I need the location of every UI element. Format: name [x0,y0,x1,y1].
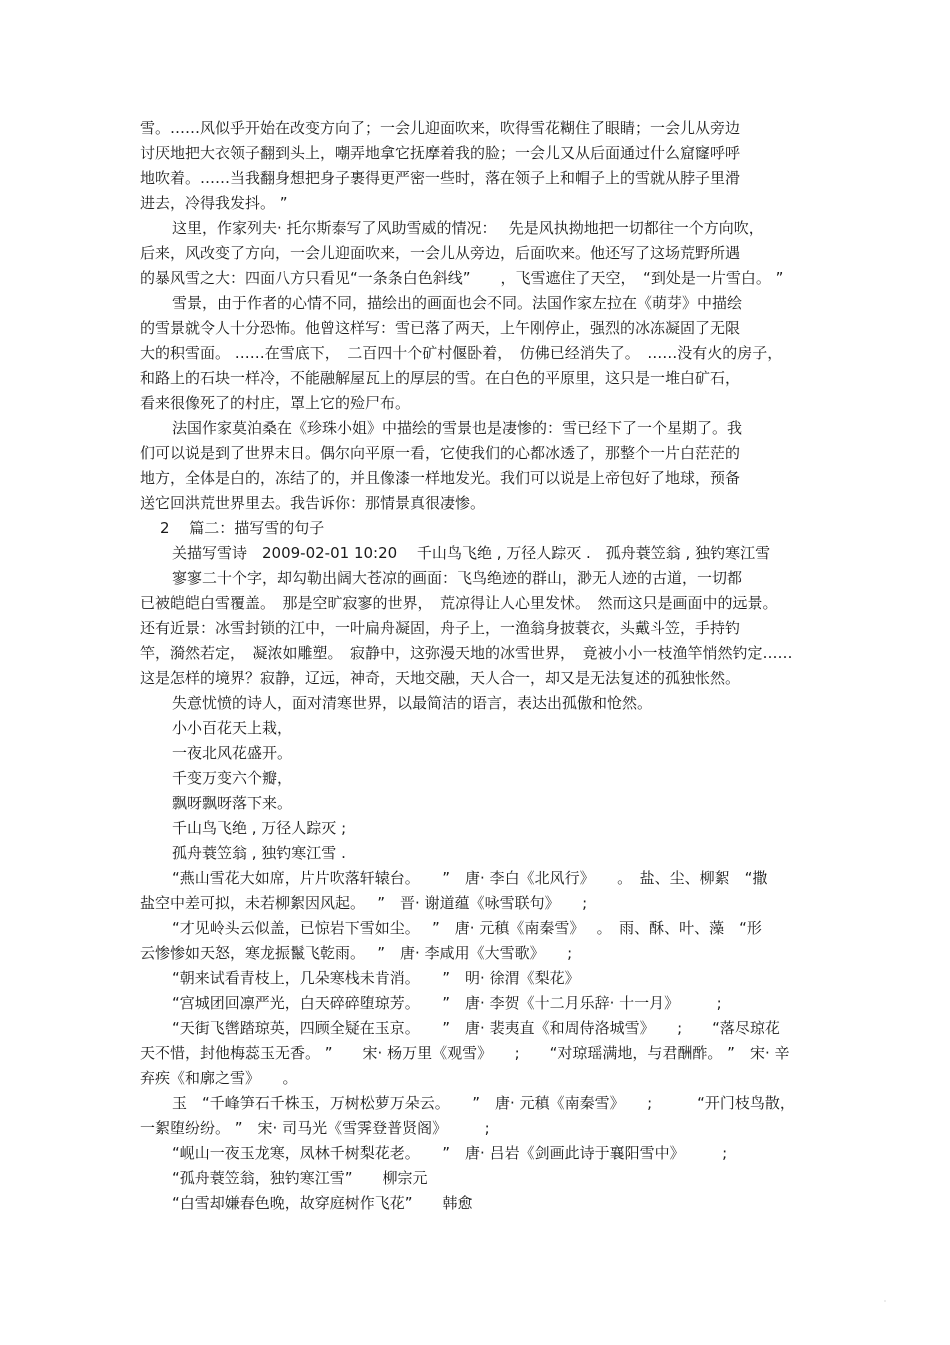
text-line: “燕山雪花大如席，片片吹落轩辕台。 ” 唐· 李白《北风行》 。 盐、尘、柳絮 “撒 [172,869,768,887]
text-line: 进去，冷得我发抖。 ” [140,194,288,212]
text-line: 讨厌地把大衣领子翻到头上，嘲弄地拿它抚摩着我的脸；一会儿又从后面通过什么窟窿呼呼 [140,144,741,162]
text-line: 云惨惨如天怒，寒龙振鬣飞乾雨。 ” 唐· 李咸用《大雪歌》 ; [140,944,573,962]
text-line: 一絮堕纷纷。 ” 宋· 司马光《雪霁登普贤阁》 ; [140,1119,490,1137]
poem-line: 小小百花天上栽， [172,719,293,737]
text-line: 后来，风改变了方向，一会儿迎面吹来，一会儿从旁边，后面吹来。他还写了这场荒野所遇 [140,244,741,262]
poem-line: 飘呀飘呀落下来。 [172,794,293,812]
text-line: 雪。……风似乎开始在改变方向了；一会儿迎面吹来，吹得雪花糊住了眼睛；一会儿从旁边 [140,119,741,137]
text-line: 地吹着。……当我翻身想把身子裹得更严密一些时，落在领子上和帽子上的雪就从脖子里滑 [140,169,741,187]
text-line: 送它回洪荒世界里去。我告诉你：那情景真很凄惨。 [140,494,486,512]
text-line: 盐空中差可拟，未若柳絮因风起。 ” 晋· 谢道蕴《咏雪联句》 ; [140,894,588,912]
text-line: 还有近景：冰雪封锁的江中，一叶扁舟凝固，舟子上，一渔翁身披蓑衣，头戴斗笠，手持钓 [140,619,741,637]
text-line: “孤舟蓑笠翁，独钓寒江雪” 柳宗元 [172,1169,428,1187]
text-line: 大的积雪面。 ……在雪底下， 二百四十个矿村偃卧着， 仿佛已经消失了。 ……没有火的房子， [140,344,783,362]
text-line: 看来很像死了的村庄，罩上它的殓尸布。 [140,394,411,412]
poem-line: 孤舟蓑笠翁 , 独钓寒江雪 . [172,844,346,862]
text-line: 雪景，由于作者的心情不同，描绘出的画面也会不同。法国作家左拉在《萌芽》中描绘 [172,294,743,312]
text-line: 天不惜，封他梅蕊玉无香。 ” 宋· 杨万里《观雪》 ; “对琼瑶满地，与君酬酢。 ” 宋· 辛 [140,1044,790,1062]
text-line: “白雪却嫌春色晚，故穿庭树作飞花” 韩愈 [172,1194,473,1212]
text-line: 寥寥二十个字，却勾勒出阔大苍凉的画面：飞鸟绝迹的群山，渺无人迹的古道，一切都 [172,569,743,587]
text-line: 关描写雪诗 2009-02-01 10:20 千山鸟飞绝 , 万径人踪灭 . 孤舟蓑笠翁 , 独钓寒江雪 [172,544,771,562]
page-marker-dot [884,1300,886,1302]
text-line: 地方，全体是白的，冻结了的，并且像漆一样地发光。我们可以说是上帝包好了地球，预备 [140,469,741,487]
text-line: “朝来试看青枝上，几朵寒栈未肯消。 ” 明· 徐渭《梨花》 [172,969,580,987]
text-line: 和路上的石块一样冷，不能融解屋瓦上的厚层的雪。在白色的平原里，这只是一堆白矿石， [140,369,741,387]
poem-line: 千变万变六个瓣， [172,769,293,787]
text-line: “宫城团回凛严光，白天碎碎堕琼芳。 ” 唐· 李贺《十二月乐辞· 十一月》 ; [172,994,722,1012]
text-line: 弃疾《和廓之雪》 。 [140,1069,298,1087]
text-line: “天街飞辔踏琼英，四顾全疑在玉京。 ” 唐· 裴夷直《和周侍洛城雪》 ; “落尽琼花 [172,1019,780,1037]
text-line: 失意忧愤的诗人，面对清寒世界，以最简洁的语言，表达出孤傲和怆然。 [172,694,653,712]
poem-line: 一夜北风花盛开。 [172,744,293,762]
text-line: 玉 “千峰笋石千株玉，万树松萝万朵云。 ” 唐· 元稹《南秦雪》 ; “开门枝鸟散， [172,1094,795,1112]
text-line: 的雪景就令人十分恐怖。他曾这样写：雪已落了两天，上午刚停止，强烈的冰冻凝固了无限 [140,319,741,337]
text-line: 法国作家莫泊桑在《珍珠小姐》中描绘的雪景也是凄惨的：雪已经下了一个星期了。我 [172,419,743,437]
poem-line: 千山鸟飞绝 , 万径人踪灭 ; [172,819,347,837]
text-line: 的暴风雪之大：四面八方只看见“一条条白色斜线” ，飞雪遮住了天空， “到处是一片雪白。 ” [140,269,784,287]
text-line: 竿，漪然若定， 凝浓如雕塑。 寂静中，这弥漫天地的冰雪世界， 竟被小小一枝渔竿悄然钓定…… [140,644,793,662]
section-heading: 2 篇二：描写雪的句子 [160,519,325,537]
text-line: “岘山一夜玉龙寒，凤林千树梨花老。 ” 唐· 吕岩《剑画此诗于襄阳雪中》 ; [172,1144,728,1162]
text-line: “才见岭头云似盖，已惊岩下雪如尘。 ” 唐· 元稹《南秦雪》 。 雨、酥、叶、藻 “形 [172,919,762,937]
text-line: 这里，作家列夫· 托尔斯泰写了风助雪威的情况： 先是风执拗地把一切都往一个方向吹， [172,219,764,237]
text-line: 这是怎样的境界？寂静，辽远，神奇，天地交融，天人合一，却又是无法复述的孤独怅然。 [140,669,741,687]
text-line: 们可以说是到了世界末日。偶尔向平原一看，它使我们的心都冰透了，那整个一片白茫茫的 [140,444,741,462]
text-line: 已被皑皑白雪覆盖。 那是空旷寂寥的世界， 荒凉得让人心里发怵。 然而这只是画面中的远景。 [140,594,778,612]
